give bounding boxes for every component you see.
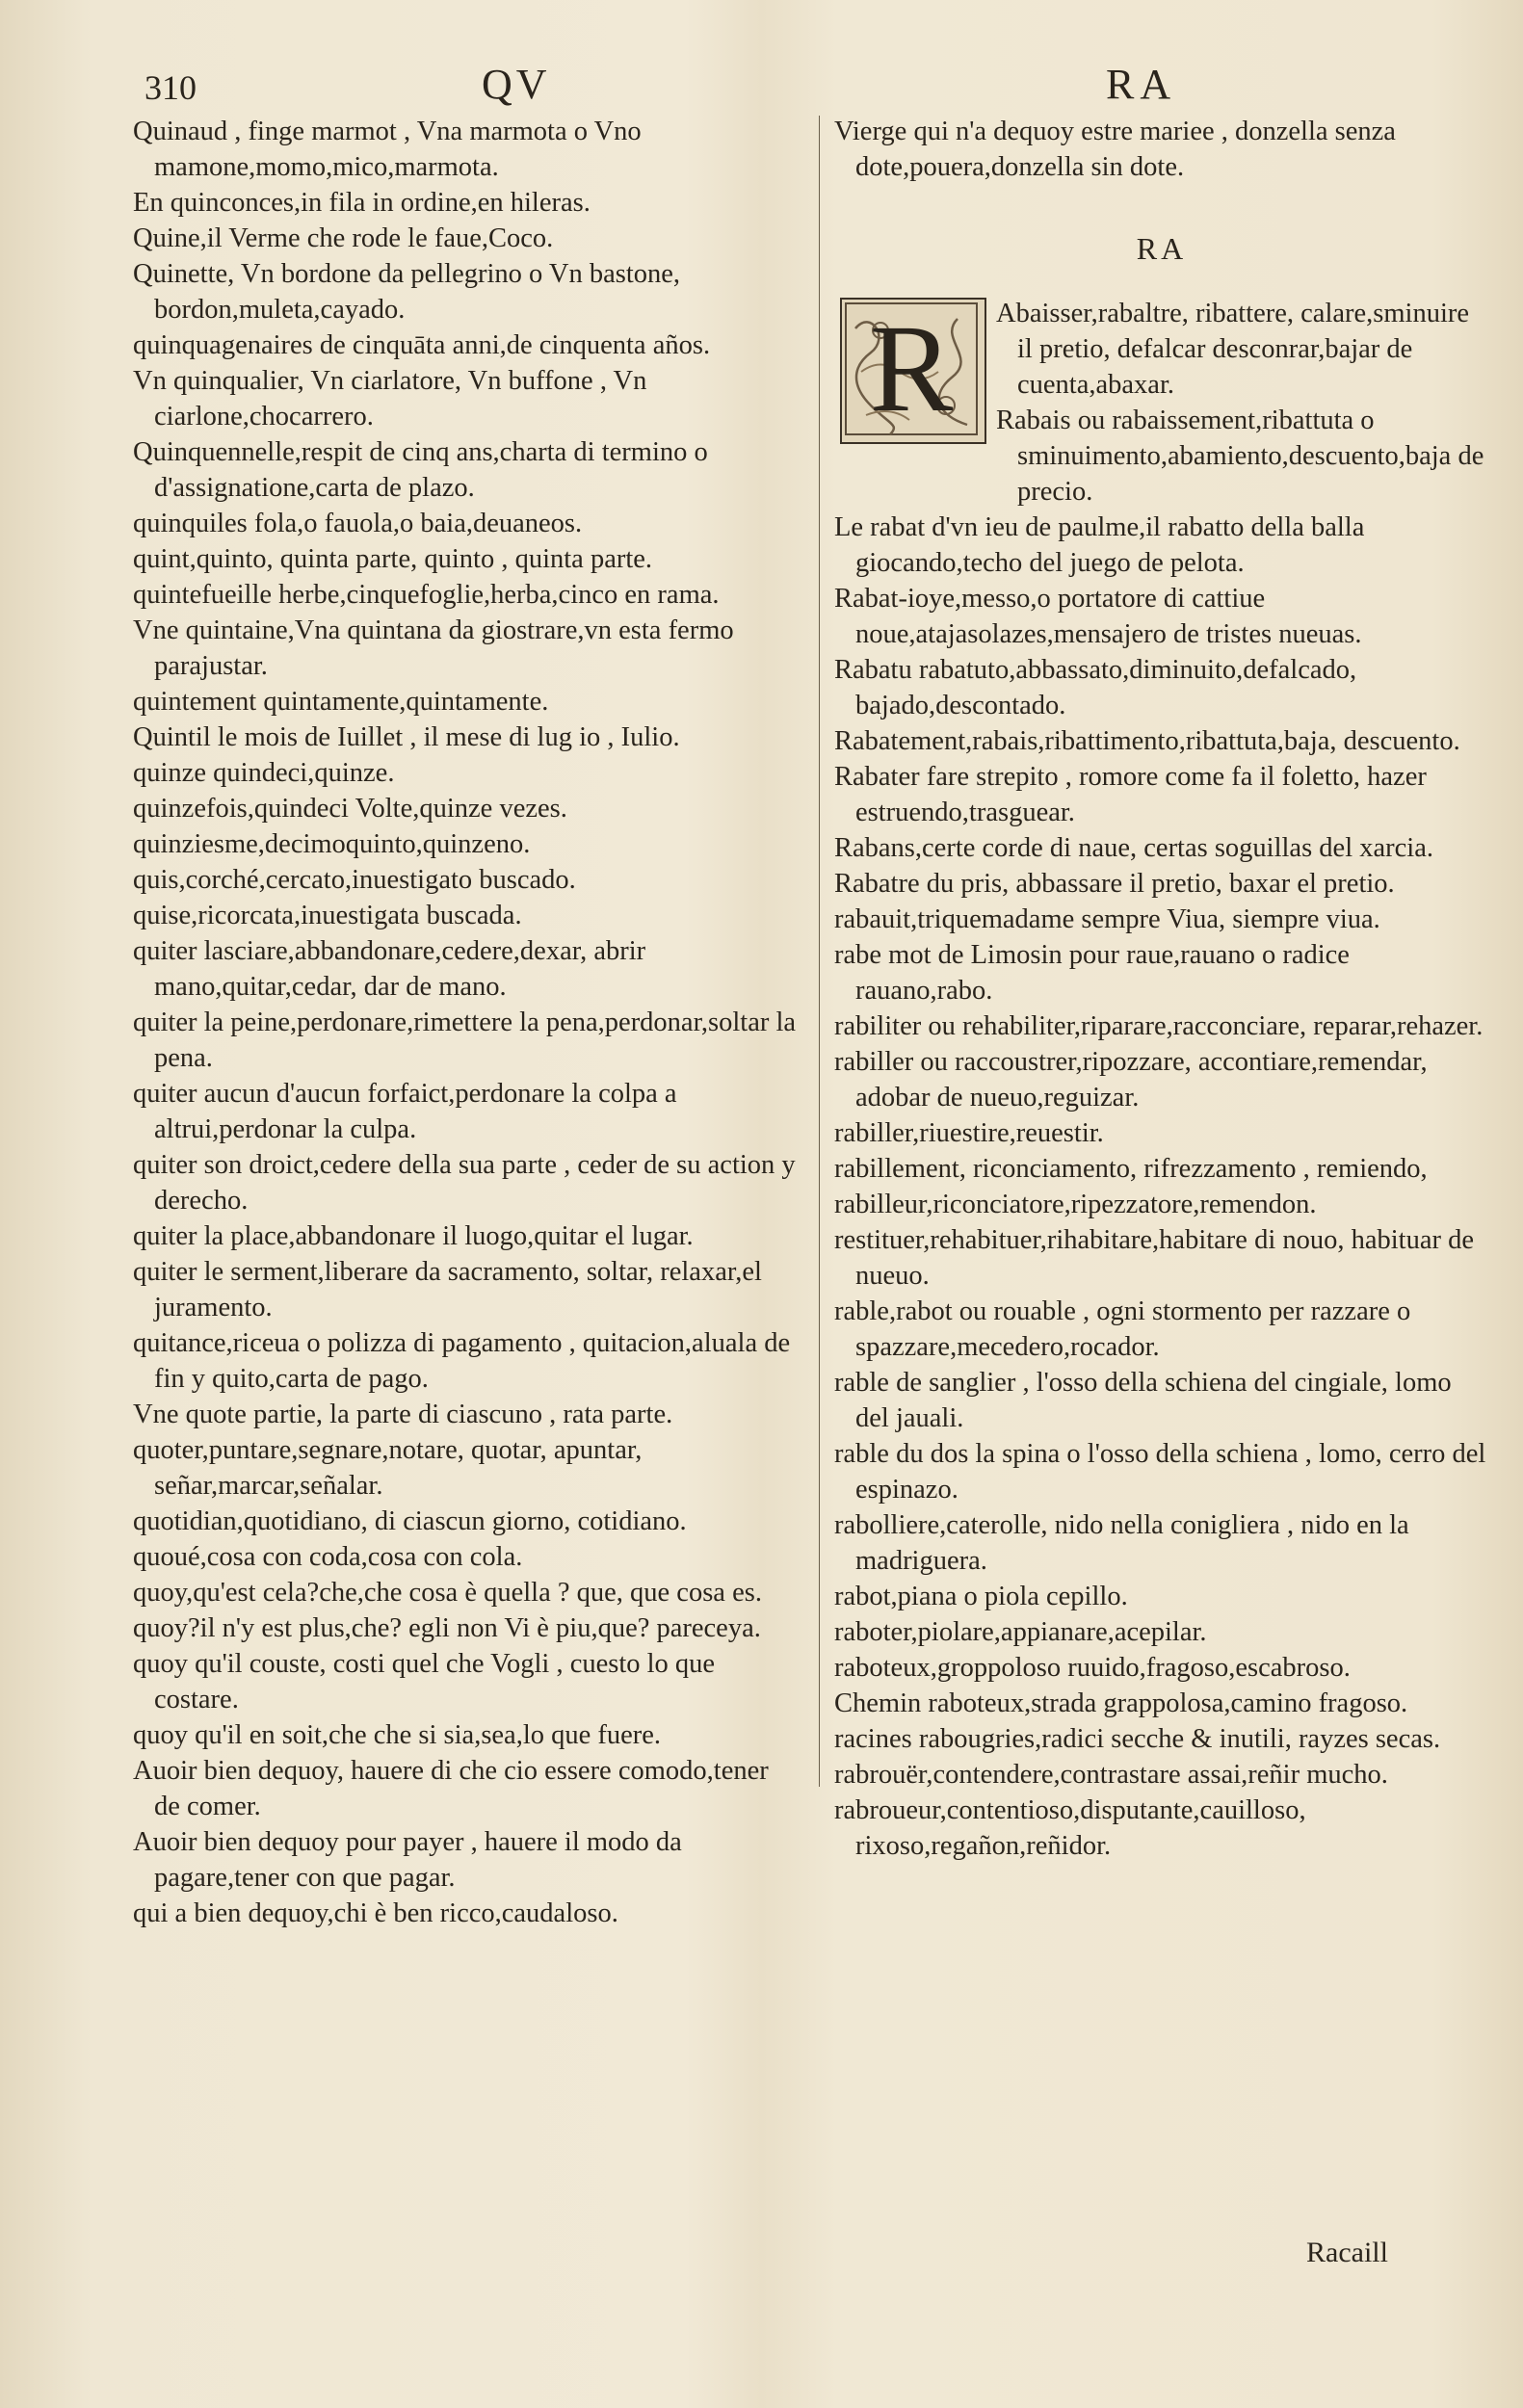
- dictionary-entry: Rabais ou rabaissement,ribattuta o sminuimento,abamiento,descuento,baja de precio.: [996, 406, 1484, 507]
- dictionary-entry: quoy qu'il couste, costi quel che Vogli , cuesto lo que costare.: [133, 1649, 716, 1714]
- dictionary-entry: restituer,rehabituer,rihabitare,habitare di nouo, habituar de nueuo.: [834, 1225, 1475, 1291]
- dictionary-entry: rabot,piana o piola cepillo.: [834, 1582, 1128, 1611]
- column-divider: [819, 116, 820, 1787]
- dictionary-entry: quitance,riceua o polizza di pagamento , quitacion,aluala de fin y quito,carta de pago.: [133, 1328, 791, 1394]
- dictionary-entry: raboteux,groppoloso ruuido,fragoso,escabroso.: [834, 1653, 1351, 1683]
- decorated-initial-r: [840, 298, 986, 444]
- dictionary-entry: Auoir bien dequoy pour payer , hauere il modo da pagare,tener con que pagar.: [133, 1827, 682, 1893]
- dictionary-entry: Auoir bien dequoy, hauere di che cio essere comodo,tener de comer.: [133, 1756, 769, 1821]
- dictionary-entry: quiter la place,abbandonare il luogo,quitar el lugar.: [133, 1221, 694, 1251]
- dictionary-entry: quiter son droict,cedere della sua parte , ceder de su action y derecho.: [133, 1150, 796, 1216]
- dictionary-entry: quoy?il n'y est plus,che? egli non Vi è piu,que? pareceya.: [133, 1613, 761, 1643]
- right-column: [834, 114, 1489, 1864]
- dictionary-entry: quoy qu'il en soit,che che si sia,sea,lo que fuere.: [133, 1720, 662, 1750]
- dictionary-entry: quoter,puntare,segnare,notare, quotar, apuntar, señar,marcar,señalar.: [133, 1435, 643, 1501]
- dictionary-entry: quiter aucun d'aucun forfaict,perdonare la colpa a altrui,perdonar la culpa.: [133, 1079, 677, 1144]
- dictionary-entry: quinziesme,decimoquinto,quinzeno.: [133, 829, 531, 859]
- dictionary-entry: rable du dos la spina o l'osso della schiena , lomo, cerro del espinazo.: [834, 1439, 1486, 1505]
- dictionary-entry: raboter,piolare,appianare,acepilar.: [834, 1617, 1207, 1647]
- dictionary-entry: Chemin raboteux,strada grappolosa,camino fragoso.: [834, 1688, 1408, 1718]
- dictionary-entry: rable,rabot ou rouable , ogni stormento per razzare o spazzare,mecedero,rocador.: [834, 1296, 1411, 1362]
- dictionary-entry: quis,corché,cercato,inuestigato buscado.: [133, 865, 576, 895]
- dictionary-entry: quint,quinto, quinta parte, quinto , quinta parte.: [133, 544, 653, 574]
- dictionary-entry: Quine,il Verme che rode le faue,Coco.: [133, 223, 554, 253]
- dictionary-entry: quinquiles fola,o fauola,o baia,deuaneos.: [133, 509, 583, 538]
- dictionary-entry: quoy,qu'est cela?che,che cosa è quella ? que, que cosa es.: [133, 1578, 762, 1608]
- dictionary-entry: rable de sanglier , l'osso della schiena del cingiale, lomo del jauali.: [834, 1368, 1452, 1433]
- dictionary-entry: racines rabougries,radici secche & inutili, rayzes secas.: [834, 1724, 1441, 1754]
- dictionary-entry: Rabatement,rabais,ribattimento,ribattuta,baja, descuento.: [834, 726, 1460, 756]
- dictionary-entry: quiter lasciare,abbandonare,cedere,dexar, abrir mano,quitar,cedar, dar de mano.: [133, 936, 646, 1002]
- dictionary-entry: Rabat-ioye,messo,o portatore di cattiue noue,atajasolazes,mensajero de tristes nueuas.: [834, 584, 1362, 649]
- dictionary-entry: rabe mot de Limosin pour raue,rauano o radice rauano,rabo.: [834, 940, 1350, 1006]
- section-heading: RA: [1136, 231, 1188, 266]
- dictionary-entry: quinquagenaires de cinquāta anni,de cinquenta años.: [133, 330, 711, 360]
- dictionary-entry: rabauit,triquemadame sempre Viua, siempre viua.: [834, 904, 1380, 934]
- initial-entries: [996, 296, 1489, 510]
- dictionary-entry: Vierge qui n'a dequoy estre mariee , donzella senza dote,pouera,donzella sin dote.: [834, 117, 1396, 182]
- dictionary-entry: quintement quintamente,quintamente.: [133, 687, 549, 717]
- dictionary-entry: quoué,cosa con coda,cosa con cola.: [133, 1542, 523, 1572]
- dictionary-entry: rabiliter ou rehabiliter,riparare,racconciare, reparar,rehazer.: [834, 1011, 1484, 1041]
- dictionary-entry: rabiller,riuestire,reuestir.: [834, 1118, 1104, 1148]
- dictionary-entry: quiter le serment,liberare da sacramento, soltar, relaxar,el juramento.: [133, 1257, 762, 1322]
- dictionary-entry: En quinconces,in fila in ordine,en hileras.: [133, 188, 591, 218]
- dictionary-entry: quinzefois,quindeci Volte,quinze vezes.: [133, 794, 567, 824]
- dictionary-entry: quinze quindeci,quinze.: [133, 758, 395, 788]
- initial-letter: R: [869, 300, 954, 438]
- dictionary-entry: Rabater fare strepito , romore come fa il foletto, hazer estruendo,trasguear.: [834, 762, 1427, 827]
- dictionary-entry: Quinquennelle,respit de cinq ans,charta di termino o d'assignatione,carta de plazo.: [133, 437, 708, 503]
- dictionary-entry: Vne quintaine,Vna quintana da giostrare,vn esta fermo parajustar.: [133, 615, 734, 681]
- left-column: [133, 114, 798, 1931]
- dictionary-entry: rabiller ou raccoustrer,ripozzare, accontiare,remendar, adobar de nueuo,reguizar.: [834, 1047, 1428, 1112]
- dictionary-entry: Rabatre du pris, abbassare il pretio, baxar el pretio.: [834, 869, 1395, 899]
- left-running-head: QV: [482, 61, 551, 108]
- dictionary-entry: rabroueur,contentioso,disputante,cauilloso, rixoso,regañon,reñidor.: [834, 1795, 1306, 1861]
- dictionary-entry: Vn quinqualier, Vn ciarlatore, Vn buffone , Vn ciarlone,chocarrero.: [133, 366, 647, 432]
- dictionary-entry: rabillement, riconciamento, rifrezzamento , remiendo,: [834, 1154, 1428, 1184]
- dictionary-entry: Rabans,certe corde di naue, certas soguillas del xarcia.: [834, 833, 1433, 863]
- dictionary-entry: Quinaud , finge marmot , Vna marmota o Vno mamone,momo,mico,marmota.: [133, 117, 642, 182]
- dictionary-entry: Abaisser,rabaltre, ribattere, calare,sminuire il pretio, defalcar desconrar,bajar de cuenta,abaxar.: [996, 299, 1470, 400]
- dictionary-entry: qui a bien dequoy,chi è ben ricco,caudaloso.: [133, 1898, 618, 1928]
- right-running-head: RA: [1106, 61, 1177, 108]
- dictionary-entry: quotidian,quotidiano, di ciascun giorno, cotidiano.: [133, 1506, 687, 1536]
- dictionary-entry: quise,ricorcata,inuestigata buscada.: [133, 901, 522, 930]
- initial-block: [834, 296, 1489, 510]
- dictionary-entry: Quinette, Vn bordone da pellegrino o Vn bastone, bordon,muleta,cayado.: [133, 259, 681, 325]
- page-number: 310: [144, 68, 197, 107]
- dictionary-entry: rabrouër,contendere,contrastare assai,reñir mucho.: [834, 1760, 1388, 1790]
- dictionary-entry: rabolliere,caterolle, nido nella conigliera , nido en la madriguera.: [834, 1510, 1409, 1576]
- catchword: Racaill: [1306, 2237, 1388, 2268]
- dictionary-entry: Quintil le mois de Iuillet , il mese di lug io , Iulio.: [133, 722, 680, 752]
- dictionary-entry: Vne quote partie, la parte di ciascuno , rata parte.: [133, 1400, 673, 1429]
- dictionary-entry: Rabatu rabatuto,abbassato,diminuito,defalcado, bajado,descontado.: [834, 655, 1357, 720]
- dictionary-entry: quiter la peine,perdonare,rimettere la pena,perdonar,soltar la pena.: [133, 1008, 797, 1073]
- dictionary-entry: Le rabat d'vn ieu de paulme,il rabatto della balla giocando,techo del juego de pelota.: [834, 512, 1365, 578]
- dictionary-entry: rabilleur,riconciatore,ripezzatore,remendon.: [834, 1190, 1317, 1219]
- dictionary-entry: quintefueille herbe,cinquefoglie,herba,cinco en rama.: [133, 580, 720, 610]
